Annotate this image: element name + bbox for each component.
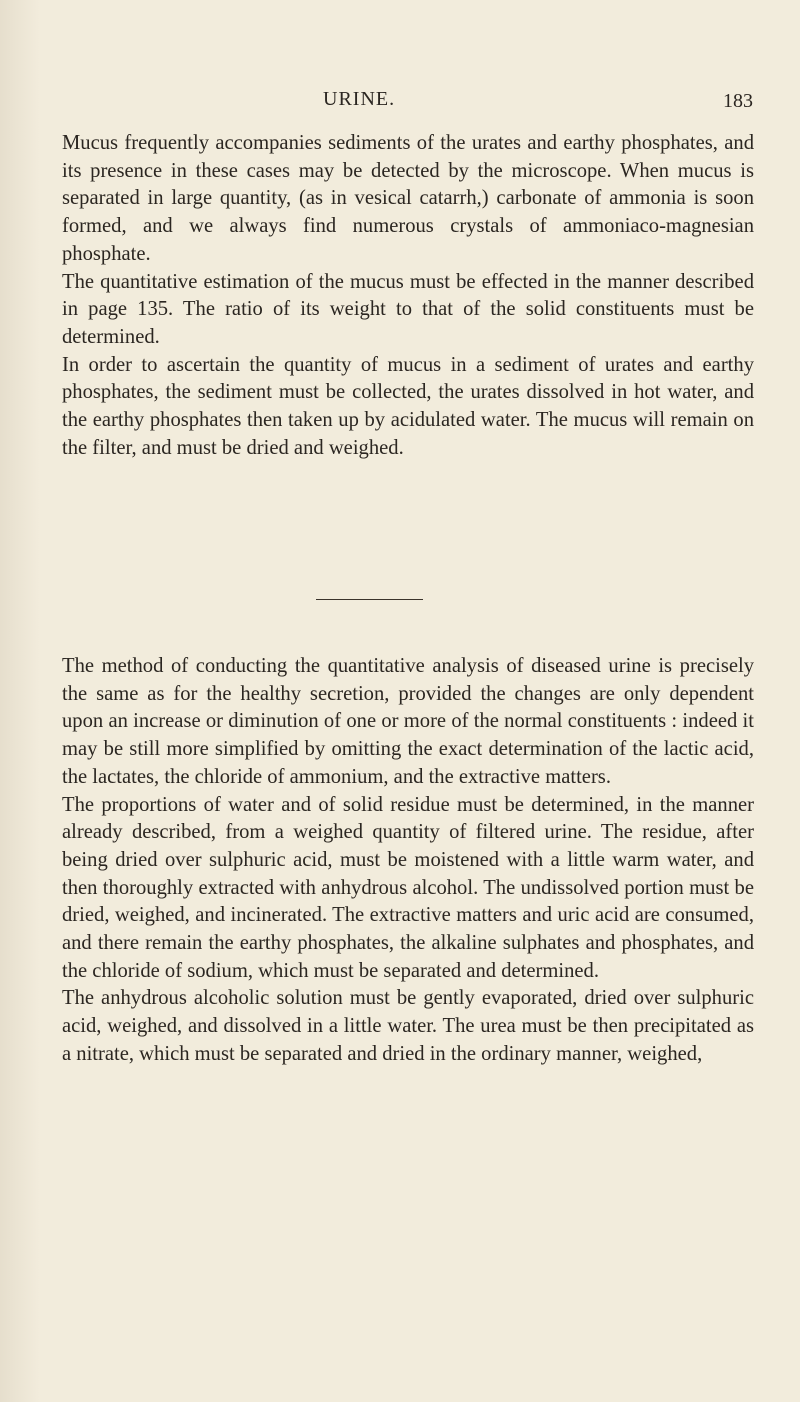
paragraph: The anhydrous alcoholic solution must be gently evaporated, dried over sulphuric acid, weighed, and dissolved in a little water. The urea must be then precipitated as a nitrate, which must be separated and dried in the ordinary manner, weighed, xyxy=(62,987,754,1065)
running-title: URINE. xyxy=(323,88,396,110)
section-divider xyxy=(316,599,423,600)
paragraph: In order to ascertain the quantity of mucus in a sediment of urates and earthy phosphates, the sediment must be collected, the urates dissolved in hot water, and the earthy phosphates then taken up by acidulated water. The mucus will remain on the filter, and must be dried and weighed. xyxy=(62,353,754,459)
page-number: 183 xyxy=(723,90,753,112)
paragraph: The quantitative estimation of the mucus must be effected in the manner described in page 135. The ratio of its weight to that of the solid constituents must be determined. xyxy=(62,270,754,348)
running-head xyxy=(0,88,800,118)
paragraph: The proportions of water and of solid residue must be determined, in the manner already described, from a weighed quantity of filtered urine. The residue, after being dried over sulphuric acid, must be moistened with a little warm water, and then thoroughly extracted with anhydrous alcohol. The undissolved portion must be dried, weighed, and incinerated. The extractive matters and uric acid are consumed, and there remain the earthy phosphates, the alkaline sulphates and phosphates, and the chloride of sodium, which must be separated and determined. xyxy=(62,793,754,982)
paragraph: The method of conducting the quantitative analysis of diseased urine is precisely the same as for the healthy secretion, provided the changes are only dependent upon an increase or diminution of one or more of the normal constituents : indeed it may be still more simplified by omitting the exact determination of the lactic acid, the lactates, the chloride of ammonium, and the extractive matters. xyxy=(62,655,754,788)
section-diseased-urine xyxy=(62,653,754,1069)
paragraph: Mucus frequently accompanies sediments of the urates and earthy phosphates, and its presence in these cases may be detected by the microscope. When mucus is separated in large quantity, (as in vesical catarrh,) carbonate of ammonia is soon formed, and we always find numerous crystals of ammoniaco-magnesian phosphate. xyxy=(62,132,754,265)
section-mucus xyxy=(62,130,754,462)
